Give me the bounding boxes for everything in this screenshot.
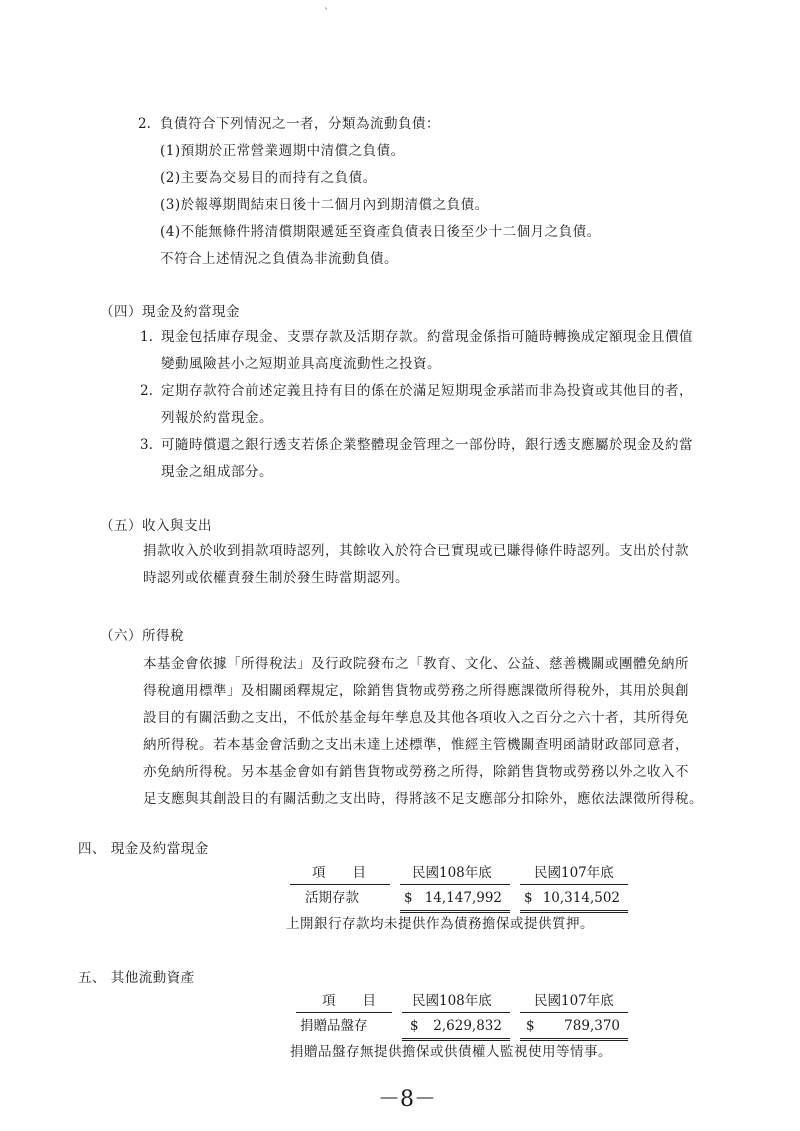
liability-sub-1: (1)預期於正常營業週期中清償之負債。 bbox=[160, 143, 405, 159]
liability-sub-2: (2)主要為交易目的而持有之負債。 bbox=[160, 170, 377, 186]
note-4-value-107: 10,314,502 bbox=[542, 890, 620, 906]
liability-sub-3: (3)於報導期間結束日後十二個月內到期清償之負債。 bbox=[160, 197, 489, 213]
section-6-heading: （六）所得稅 bbox=[100, 628, 184, 644]
section-5-line-2: 時認列或依權責發生制於發生時當期認列。 bbox=[143, 570, 409, 586]
note-5-currency-108: $ bbox=[410, 1018, 419, 1034]
section-5-line-1: 捐款收入於收到捐款項時認列，其餘收入於符合已實現或已賺得條件時認列。支出於付款 bbox=[143, 543, 689, 559]
section-6-line-5: 亦免納所得稅。另本基金會如有銷售貨物或勞務之所得，除銷售貨物或勞務以外之收入不 bbox=[143, 764, 689, 780]
note-5-remark: 捐贈品盤存無提供擔保或供債權人監視使用等情事。 bbox=[290, 1044, 612, 1060]
note-5-row-label: 捐贈品盤存 bbox=[300, 1018, 368, 1034]
note-4-header-rule-item bbox=[290, 884, 390, 885]
note-4-remark: 上開銀行存款均未提供作為債務擔保或提供質押。 bbox=[286, 916, 594, 932]
section-4-item-2-line-1: 定期存款符合前述定義且持有目的係在於滿足短期現金承諾而非為投資或其他目的者， bbox=[161, 383, 693, 399]
note-5-heading: 五、 其他流動資產 bbox=[78, 970, 195, 986]
section-4-item-1-number: 1. bbox=[140, 329, 153, 345]
scan-mark: ` bbox=[324, 8, 329, 19]
liability-sub-4: (4)不能無條件將清償期限遞延至資產負債表日後至少十二個月之負債。 bbox=[160, 224, 601, 240]
note-4-value-108: 14,147,992 bbox=[424, 890, 502, 906]
note-4-row-label: 活期存款 bbox=[305, 890, 359, 906]
liability-item-number: 2. bbox=[138, 116, 151, 132]
note-4-col-108: 民國108年底 bbox=[412, 865, 492, 881]
section-5-heading: （五）收入與支出 bbox=[100, 518, 212, 534]
section-4-item-1-line-1: 現金包括庫存現金、支票存款及活期存款。約當現金係指可隨時轉換成定額現金且價值 bbox=[161, 329, 693, 345]
section-4-item-3-line-2: 現金之組成部分。 bbox=[161, 464, 273, 480]
note-5-total-rule-108 bbox=[402, 1038, 510, 1041]
note-5-header-rule-108 bbox=[402, 1012, 510, 1013]
section-4-item-3-number: 3. bbox=[140, 437, 153, 453]
note-5-value-107: 789,370 bbox=[564, 1018, 620, 1034]
note-4-col-107: 民國107年底 bbox=[534, 865, 614, 881]
section-6-line-4: 納所得稅。若本基金會活動之支出未達上述標準，惟經主管機關查明函請財政部同意者， bbox=[143, 737, 689, 753]
section-4-item-1-line-2: 變動風險甚小之短期並具高度流動性之投資。 bbox=[161, 356, 441, 372]
liability-item-text: 負債符合下列情況之一者，分類為流動負債： bbox=[160, 116, 440, 132]
note-4-total-rule-107 bbox=[520, 910, 628, 913]
note-4-header-rule-108 bbox=[400, 884, 510, 885]
note-5-col-108: 民國108年底 bbox=[412, 993, 492, 1009]
note-5-header-rule-item bbox=[296, 1012, 392, 1013]
liability-closing: 不符合上述情況之負債為非流動負債。 bbox=[160, 251, 398, 267]
section-4-item-2-number: 2. bbox=[140, 383, 153, 399]
section-6-line-6: 足支應與其創設目的有關活動之支出時，得將該不足支應部分扣除外，應依法課徵所得稅。 bbox=[143, 791, 703, 807]
note-5-col-107: 民國107年底 bbox=[534, 993, 614, 1009]
note-5-col-item: 項 目 bbox=[322, 993, 376, 1009]
note-4-currency-107: $ bbox=[524, 890, 533, 906]
section-6-line-1: 本基金會依據「所得稅法」及行政院發布之「教育、文化、公益、慈善機關或團體免納所 bbox=[143, 656, 689, 672]
section-4-item-2-line-2: 列報於約當現金。 bbox=[161, 410, 273, 426]
note-5-value-108: 2,629,832 bbox=[433, 1018, 502, 1034]
note-4-header-rule-107 bbox=[520, 884, 628, 885]
section-6-line-3: 設目的有關活動之支出，不低於基金每年孳息及其他各項收入之百分之六十者，其所得免 bbox=[143, 710, 689, 726]
section-6-line-2: 得稅適用標準」及相關函釋規定，除銷售貨物或勞務之所得應課徵所得稅外，其用於與創 bbox=[143, 683, 689, 699]
note-4-total-rule-108 bbox=[400, 910, 510, 913]
section-4-item-3-line-1: 可隨時償還之銀行透支若係企業整體現金管理之一部份時，銀行透支應屬於現金及約當 bbox=[161, 437, 693, 453]
note-4-col-item: 項 目 bbox=[312, 865, 366, 881]
note-4-heading: 四、 現金及約當現金 bbox=[78, 841, 209, 857]
note-5-header-rule-107 bbox=[520, 1012, 628, 1013]
note-5-currency-107: $ bbox=[526, 1018, 535, 1034]
note-4-currency-108: $ bbox=[404, 890, 413, 906]
page-number: －8－ bbox=[378, 1087, 436, 1112]
section-4-heading: （四）現金及約當現金 bbox=[100, 304, 240, 320]
note-5-total-rule-107 bbox=[520, 1038, 628, 1041]
